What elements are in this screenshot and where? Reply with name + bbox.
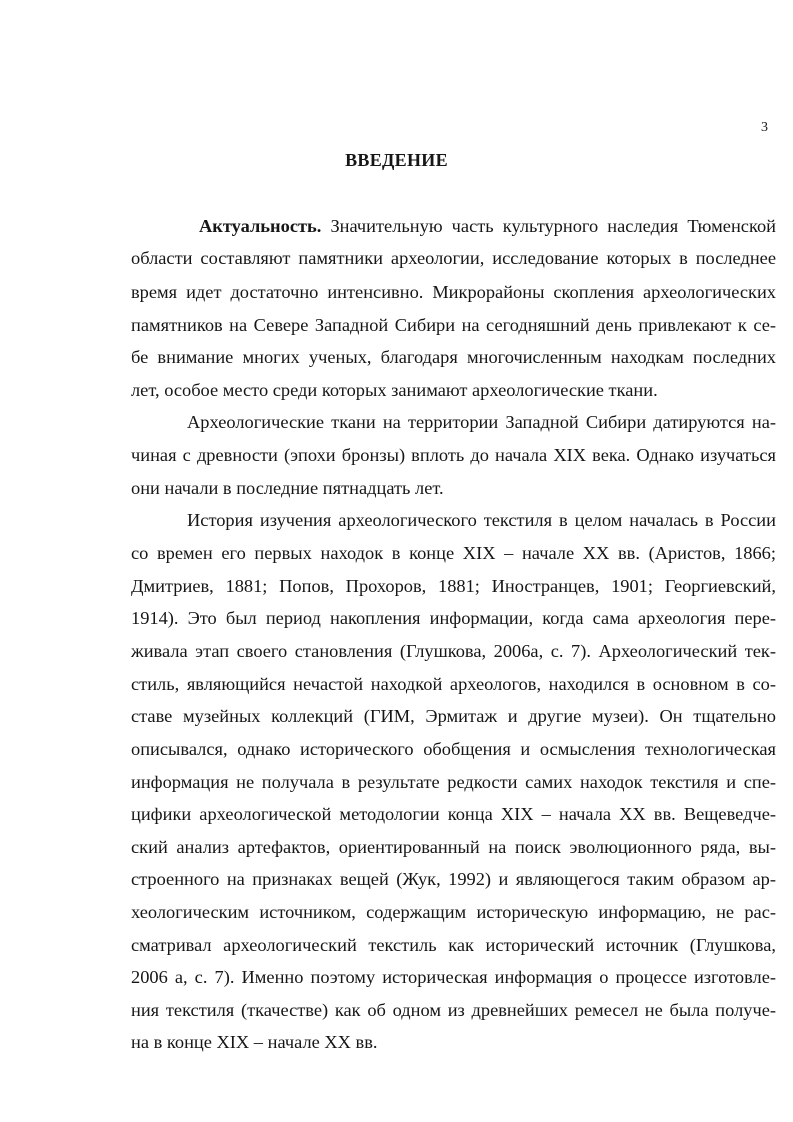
text-line: области составляют памятники археологии, исследование которых в последнее	[131, 248, 776, 268]
text-line: ский анализ артефактов, ориентированный на поиск эволюционного ряда, вы-	[131, 837, 776, 857]
text-line: цифики археологической методологии конца XIX – начала XX вв. Вещеведче-	[131, 804, 776, 824]
text-line: ставе музейных коллекций (ГИМ, Эрмитаж и другие музеи). Он тщательно	[131, 706, 776, 726]
text-line: лет, особое место среди которых занимают археологические ткани.	[131, 380, 658, 400]
text-line: строенного на признаках вещей (Жук, 1992) и являющегося таким образом ар-	[131, 869, 776, 889]
section-title: ВВЕДЕНИЕ	[345, 150, 448, 170]
text-line: ния текстиля (ткачестве) как об одном из древнейших ремесел не была получе-	[131, 1000, 776, 1020]
text-line: 1914). Это был период накопления информации, когда сама археология пере-	[131, 608, 776, 628]
text-line: 2006 а, с. 7). Именно поэтому историческая информация о процессе изготовле-	[131, 967, 776, 987]
text-line: на в конце XIX – начале XX вв.	[131, 1032, 378, 1052]
text-line: бе внимание многих ученых, благодаря многочисленным находкам последних	[131, 347, 776, 367]
text-line: со времен его первых находок в конце XIX – начале XX вв. (Аристов, 1866;	[131, 543, 776, 563]
text-line: памятников на Севере Западной Сибири на сегодняшний день привлекают к се-	[131, 315, 776, 335]
text-line: Актуальность. Значительную часть культурного наследия Тюменской	[199, 216, 776, 236]
text-line: История изучения археологического текстиля в целом началась в России	[187, 510, 776, 530]
text-line: Археологические ткани на территории Западной Сибири датируются на-	[187, 412, 776, 432]
text-line: информация не получала в результате редкости самих находок текстиля и спе-	[131, 772, 776, 792]
text-line: время идет достаточно интенсивно. Микрорайоны скопления археологических	[131, 282, 776, 302]
text-line: они начали в последние пятнадцать лет.	[131, 478, 444, 498]
lead-term: Актуальность.	[199, 216, 322, 236]
text-line: живала этап своего становления (Глушкова, 2006а, с. 7). Археологический тек-	[131, 641, 776, 661]
text-line: описывался, однако исторического обобщения и осмысления технологическая	[131, 739, 776, 759]
page-number: 3	[761, 120, 768, 135]
text-line: чиная с древности (эпохи бронзы) вплоть до начала XIX века. Однако изучаться	[131, 445, 776, 465]
text-line: стиль, являющийся нечастой находкой археологов, находился в основном в со-	[131, 674, 776, 694]
text-line: сматривал археологический текстиль как исторический источник (Глушкова,	[131, 935, 776, 955]
text-line: Дмитриев, 1881; Попов, Прохоров, 1881; Иностранцев, 1901; Георгиевский,	[131, 576, 776, 596]
text-line: хеологическим источником, содержащим историческую информацию, не рас-	[131, 902, 776, 922]
